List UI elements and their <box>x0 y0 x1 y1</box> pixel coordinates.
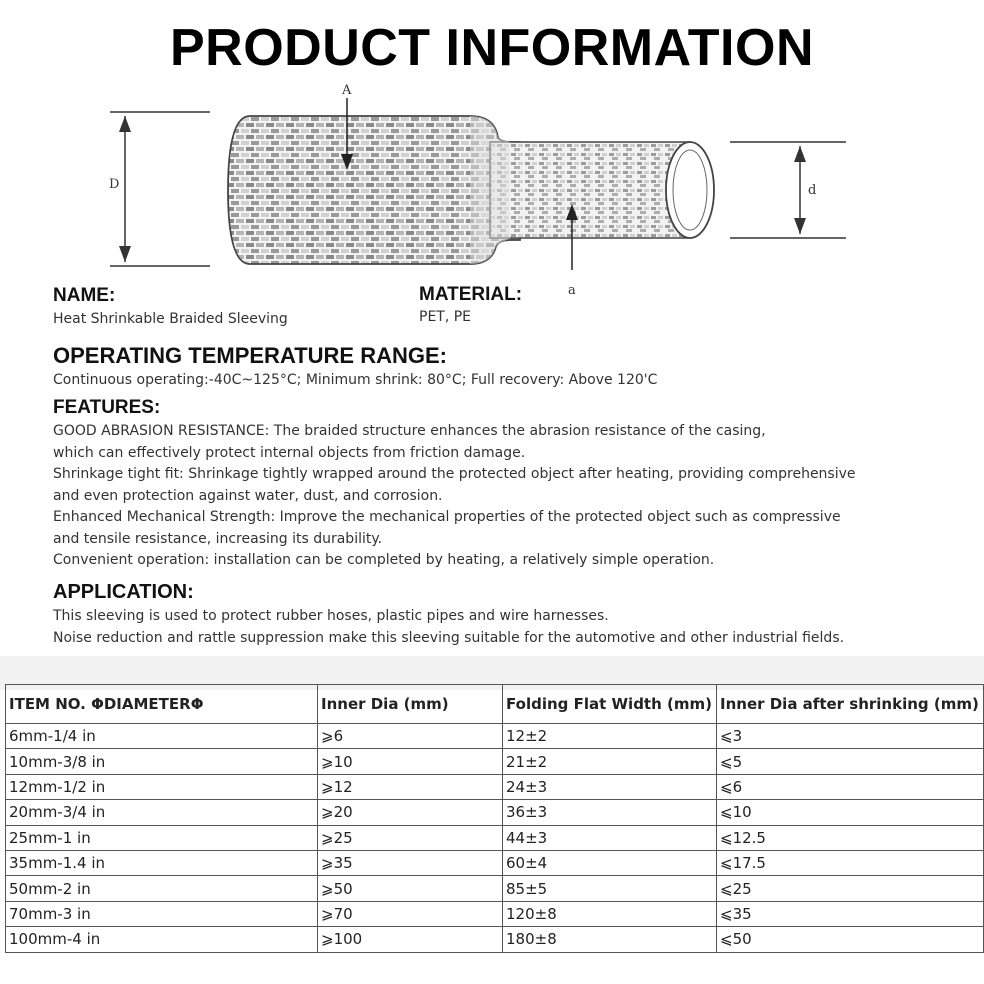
cell-item: 6mm-1/4 in <box>6 724 318 749</box>
label-a: a <box>568 283 576 298</box>
material-heading: MATERIAL: <box>419 284 523 305</box>
table-row <box>6 800 984 825</box>
feature-line: which can effectively protect internal objects from friction damage. <box>53 444 526 461</box>
name-heading: NAME: <box>53 285 116 306</box>
cell-shrunk-dia: ⩽35 <box>717 901 984 926</box>
cell-shrunk-dia: ⩽6 <box>717 774 984 799</box>
cell-inner-dia: ⩾50 <box>318 876 503 901</box>
label-d: d <box>808 183 817 198</box>
col-inner-dia: Inner Dia (mm) <box>318 685 503 724</box>
cell-item: 70mm-3 in <box>6 901 318 926</box>
cell-inner-dia: ⩾70 <box>318 901 503 926</box>
cell-inner-dia: ⩾12 <box>318 774 503 799</box>
cell-item: 100mm-4 in <box>6 927 318 952</box>
application-line: Noise reduction and rattle suppression make this sleeving suitable for the automotive and other industrial fields. <box>53 629 845 646</box>
cell-folding-width: 85±5 <box>503 876 717 901</box>
feature-line: and tensile resistance, increasing its durability. <box>53 530 383 547</box>
application-line: This sleeving is used to protect rubber hoses, plastic pipes and wire harnesses. <box>53 608 609 624</box>
label-D: D <box>109 177 120 192</box>
table-row <box>6 850 984 875</box>
cell-inner-dia: ⩾35 <box>318 850 503 875</box>
cell-folding-width: 60±4 <box>503 850 717 875</box>
cell-folding-width: 180±8 <box>503 927 717 952</box>
table-header-row <box>6 685 984 724</box>
feature-line: GOOD ABRASION RESISTANCE: The braided structure enhances the abrasion resistance of the casing, <box>53 423 766 439</box>
cell-folding-width: 44±3 <box>503 825 717 850</box>
col-folding-width: Folding Flat Width (mm) <box>503 685 717 724</box>
cell-inner-dia: ⩾100 <box>318 927 503 952</box>
temperature-heading: OPERATING TEMPERATURE RANGE: <box>53 343 447 368</box>
cell-item: 20mm-3/4 in <box>6 800 318 825</box>
cell-folding-width: 36±3 <box>503 800 717 825</box>
label-A: A <box>342 83 352 98</box>
cell-folding-width: 24±3 <box>503 774 717 799</box>
feature-line: Convenient operation: installation can be completed by heating, a relatively simple operation. <box>53 552 715 568</box>
cell-shrunk-dia: ⩽12.5 <box>717 825 984 850</box>
col-item-no: ITEM NO. ΦDIAMETERΦ <box>6 685 318 724</box>
col-inner-dia-shrunk: Inner Dia after shrinking (mm) <box>717 685 984 724</box>
cell-shrunk-dia: ⩽10 <box>717 800 984 825</box>
table-row <box>6 724 984 749</box>
cell-folding-width: 21±2 <box>503 749 717 774</box>
cell-inner-dia: ⩾25 <box>318 825 503 850</box>
cell-shrunk-dia: ⩽5 <box>717 749 984 774</box>
cell-inner-dia: ⩾6 <box>318 724 503 749</box>
spec-table <box>5 684 984 953</box>
feature-line: Shrinkage tight fit: Shrinkage tightly wrapped around the protected object after heating, providing comprehensive <box>53 466 856 482</box>
cell-item: 50mm-2 in <box>6 876 318 901</box>
application-text <box>53 606 844 649</box>
table-row <box>6 825 984 850</box>
cell-shrunk-dia: ⩽17.5 <box>717 850 984 875</box>
feature-line: Enhanced Mechanical Strength: Improve the mechanical properties of the protected object such as compressive <box>53 509 841 525</box>
cell-inner-dia: ⩾10 <box>318 749 503 774</box>
feature-line: and even protection against water, dust, and corrosion. <box>53 487 443 504</box>
application-heading: APPLICATION: <box>53 581 194 603</box>
cell-item: 12mm-1/2 in <box>6 774 318 799</box>
table-row <box>6 927 984 952</box>
cell-inner-dia: ⩾20 <box>318 800 503 825</box>
cell-item: 25mm-1 in <box>6 825 318 850</box>
features-heading: FEATURES: <box>53 397 161 418</box>
table-row <box>6 774 984 799</box>
features-text <box>53 421 856 572</box>
cell-item: 35mm-1.4 in <box>6 850 318 875</box>
cell-shrunk-dia: ⩽3 <box>717 724 984 749</box>
cell-folding-width: 12±2 <box>503 724 717 749</box>
cell-item: 10mm-3/8 in <box>6 749 318 774</box>
name-value: Heat Shrinkable Braided Sleeving <box>53 311 288 327</box>
table-row <box>6 749 984 774</box>
cell-shrunk-dia: ⩽50 <box>717 927 984 952</box>
page-title: PRODUCT INFORMATION <box>169 19 815 77</box>
material-value: PET, PE <box>419 309 472 325</box>
cell-folding-width: 120±8 <box>503 901 717 926</box>
table-row <box>6 876 984 901</box>
temperature-value: Continuous operating:-40C~125°C; Minimum shrink: 80°C; Full recovery: Above 120'C <box>53 372 658 388</box>
table-row <box>6 901 984 926</box>
cell-shrunk-dia: ⩽25 <box>717 876 984 901</box>
